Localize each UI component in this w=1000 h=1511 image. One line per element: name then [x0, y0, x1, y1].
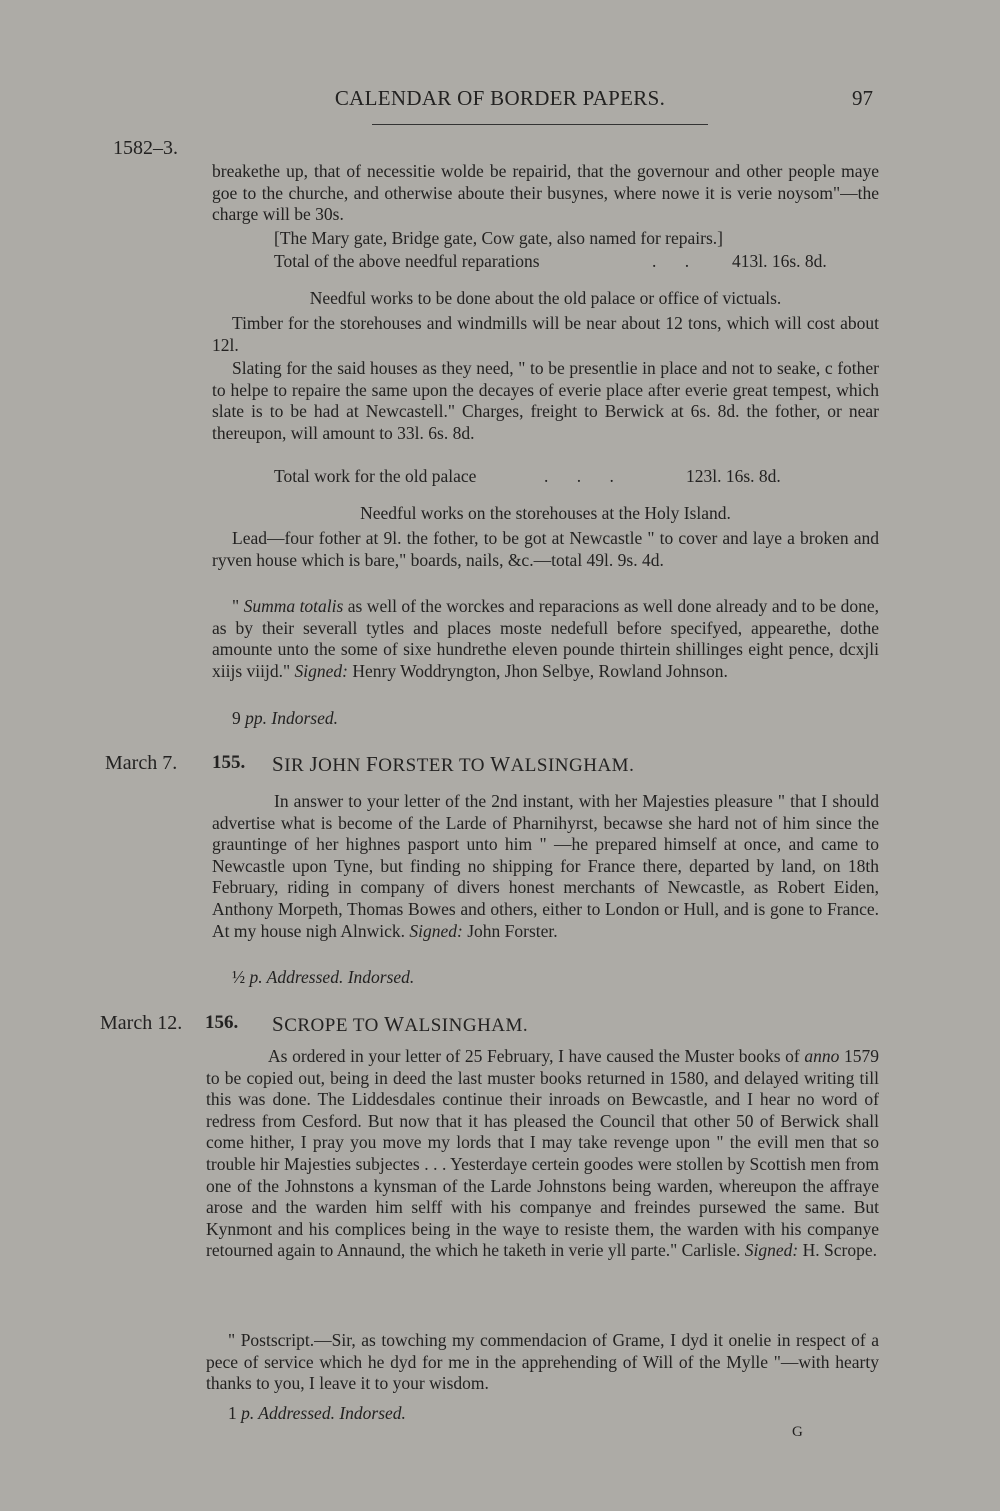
- section1-total-dots: . .: [652, 251, 702, 271]
- title-155-r1: IR: [284, 755, 310, 776]
- running-title: CALENDAR OF BORDER PAPERS.: [334, 86, 666, 110]
- page-number: 97: [852, 86, 873, 110]
- title-156-s1: S: [272, 1012, 285, 1036]
- entry-155-note-count: ½: [232, 967, 246, 987]
- summa-open-quote: ": [232, 596, 244, 616]
- summa-body: as well of the worckes and reparacions as well done already and to be done, as by their severall tytles and places moste nedefull before specifyed, appearethe, dothe amounte unto the some of sixe hundrethe eleven pounde thirtein shillinges eight pence, dcxjli xiijs viijd.": [212, 596, 879, 681]
- section3-note-text: pp. Indorsed.: [245, 708, 338, 728]
- section2-total-label: Total work for the old palace: [274, 466, 477, 486]
- section3-note-count: 9: [232, 708, 241, 728]
- section1-total-amount: 413l. 16s. 8d.: [732, 251, 827, 271]
- section3-paragraph-1: Lead—four fother at 9l. the fother, to be got at Newcastle " to cover and laye a broken and ryven house which is bare," boards, nails, &c.—total 49l. 9s. 4d.: [212, 528, 879, 570]
- entry-156-text-post: 1579 to be copied out, being in deed the last muster books returned in 1580, and delayed writing till this was done. The Liddesdales continue their inroads on Bewcastle, and I hear no word of redress from Cesford. But now that it has pleased the Council that other 50 of Berwick shall come hither, I pray you move my lords that I may take revenge upon " the evill men that so trouble hir Majesties subjectes . . . Yesterdaye certein goodes were stollen by Scottish men from one of the Johnstons a kynsman of the Larde Johnstons being warden, whereupon the affraye arose and the warden him selff with his companye and freindes pursewed the same. But Kynmont and his complices being in the waye to resiste them, the warden with his companye retourned again to Annaund, the which he taketh in verie yll parte." Carlisle.: [206, 1046, 879, 1261]
- section3-paragraph-2: [212, 596, 879, 682]
- summa-signed: Signed:: [294, 660, 348, 681]
- section2-total: [274, 466, 874, 487]
- section1-paragraph: breakethe up, that of necessitie wolde be repairid, that the governour and other people maye goe to the churche, and otherwise aboute their busynes, where nowe it is verie noysom"—the charge will be 30s.: [212, 161, 879, 225]
- title-156-s2: W: [384, 1012, 405, 1036]
- entry-155-text: In answer to your letter of the 2nd instant, with her Majesties pleasure " that I should advertise what is become of the Larde of Pharnihyrst, becawse she hard not of him since the grauntinge of her highnes pasport unto him " —he prepared himself at once, and came to Newcastle upon Tyne, but finding no shipping for France there, departed by land, on 18th February, riding in company of divers honest merchants of Newcastle, as Robert Eiden, Anthony Morpeth, Thomas Bowes and others, either to London or Hull, and is gone to France. At my house nigh Alnwick.: [212, 791, 879, 941]
- entry-156-endnote: [228, 1403, 406, 1424]
- title-156-r2: ALSINGHAM.: [404, 1015, 529, 1036]
- title-156-r1: CROPE TO: [284, 1015, 385, 1036]
- title-155-r3: ORSTER TO: [378, 755, 491, 776]
- section3-heading: Needful works on the storehouses at the Holy Island.: [360, 503, 731, 523]
- entry-156-signed: Signed:: [744, 1240, 799, 1261]
- entry-156-body: [206, 1046, 879, 1262]
- header-rule: [372, 124, 708, 125]
- section2-heading: Needful works to be done about the old palace or office of victuals.: [309, 288, 782, 308]
- title-155-s4: W: [490, 752, 511, 776]
- title-155-s1: S: [272, 752, 285, 776]
- entry-155-body: [212, 791, 879, 942]
- margin-year: 1582–3.: [113, 137, 178, 159]
- entry-156-anno: anno: [804, 1046, 840, 1066]
- entry-156-note-text: p. Addressed. Indorsed.: [241, 1403, 406, 1423]
- section2-paragraph-2: Slating for the said houses as they need, " to be presentlie in place and not to seake, c fother to helpe to repaire the same upon the decayes of everie place after everie great tempest, which slate is to be had at Newcastell." Charges, freight to Berwick at 6s. 8d. the fother, or near thereupon, will amount to 33l. 6s. 8d.: [212, 358, 879, 443]
- section2-paragraph-1: Timber for the storehouses and windmills will be near about 12 tons, which will cost about 12l.: [212, 313, 879, 355]
- entry-155-endnote: [232, 967, 414, 988]
- section2-total-amount: 123l. 16s. 8d.: [686, 466, 781, 486]
- entry-155-title: [272, 752, 634, 777]
- signature-mark: G: [792, 1424, 803, 1440]
- title-155-r4: ALSINGHAM.: [510, 755, 635, 776]
- section1-total: [274, 251, 874, 272]
- entry-156-postscript: " Postscript.—Sir, as towching my commendacion of Grame, I dyd it onelie in respect of a pece of service which he dyd for me in the apprehending of Will of the Mylle "—with hearty thanks to you, I leave it to your wisdom.: [206, 1330, 879, 1394]
- title-155-s2: J: [309, 752, 319, 776]
- entry-155-note-text: p. Addressed. Indorsed.: [249, 967, 415, 987]
- entry-156-number: 156.: [205, 1012, 239, 1033]
- entry-156-text-pre: As ordered in your letter of 25 February, I have caused the Muster books of: [268, 1046, 805, 1066]
- section1-bracket-note: [The Mary gate, Bridge gate, Cow gate, also named for repairs.]: [274, 228, 724, 248]
- section2-total-dots: . . .: [544, 466, 626, 486]
- summa-totalis: Summa totalis: [243, 596, 344, 616]
- entry-155-signed: Signed:: [409, 920, 463, 941]
- entry-156-title: [272, 1012, 528, 1037]
- title-155-s3: F: [366, 752, 379, 776]
- title-155-r2: OHN: [318, 755, 367, 776]
- margin-date-156: March 12.: [100, 1012, 183, 1034]
- entry-155-number: 155.: [212, 752, 246, 773]
- summa-signers: Henry Woddryngton, Jhon Selbye, Rowland Johnson.: [347, 660, 728, 681]
- entry-155-signer: John Forster.: [467, 920, 558, 941]
- section1-total-label: Total of the above needful reparations: [274, 251, 540, 271]
- entry-156-note-count: 1: [228, 1403, 237, 1423]
- section3-endnote: [232, 708, 338, 729]
- entry-156-signer: H. Scrope.: [802, 1240, 877, 1261]
- margin-date-155: March 7.: [105, 752, 178, 774]
